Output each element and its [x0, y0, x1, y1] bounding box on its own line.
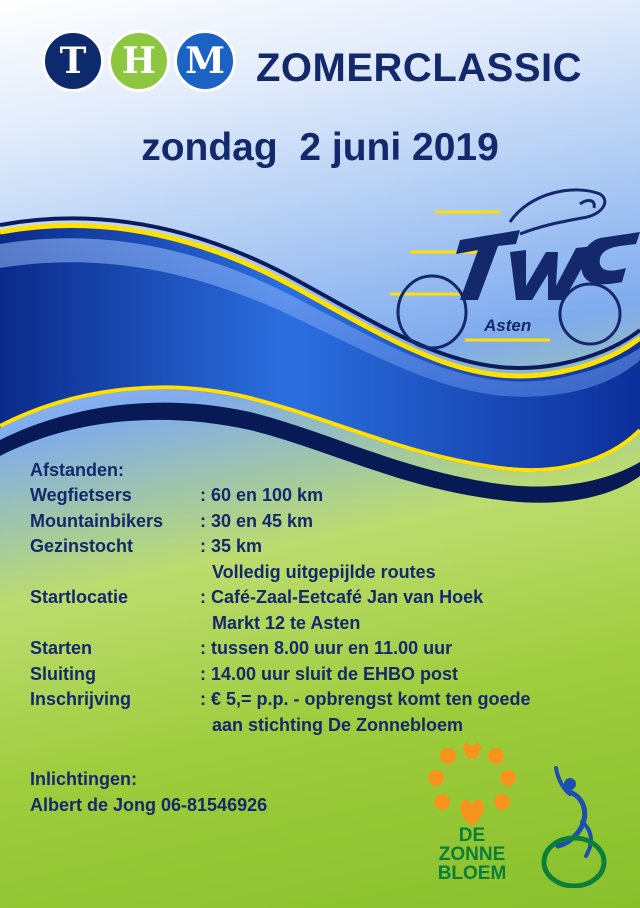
zonnebloem-line-3: BLOEM: [437, 863, 507, 884]
info-row: [30, 636, 453, 662]
zonnebloem-logo-text: [420, 826, 524, 883]
thm-logo-h: [108, 30, 170, 92]
info-label: Mountainbikers: [30, 510, 164, 531]
info-value: : tussen 8.00 uur en 11.00 uur: [200, 638, 453, 658]
info-value: : 30 en 45 km: [200, 510, 314, 531]
event-details: [30, 458, 531, 738]
info-row: [30, 585, 484, 611]
distances-heading: Afstanden:: [30, 460, 124, 480]
thm-letter-m: M: [185, 40, 225, 82]
info-value: Markt 12 te Asten: [212, 612, 361, 633]
info-label: Sluiting: [30, 663, 96, 684]
thm-letter-h: H: [121, 40, 156, 82]
info-row: [30, 534, 263, 560]
thm-letter-t: T: [59, 40, 87, 82]
info-value: Volledig uitgepijlde routes: [212, 561, 436, 582]
info-value: : 14.00 uur sluit de EHBO post: [200, 663, 459, 684]
info-label: Gezinstocht: [30, 536, 134, 556]
info-value: : 35 km: [200, 536, 263, 556]
info-value: : Café-Zaal-Eetcafé Jan van Hoek: [200, 587, 484, 607]
contact-info: [30, 766, 267, 818]
info-row: [30, 662, 459, 688]
zonnebloem-line-1: DE: [458, 825, 486, 846]
club-name: Asten: [484, 316, 532, 335]
info-row: [30, 483, 324, 509]
info-row: [30, 509, 314, 535]
info-label: Starten: [30, 638, 93, 658]
cyclist-icon: [536, 764, 612, 888]
info-value: aan stichting De Zonnebloem: [212, 714, 464, 735]
info-row: [30, 713, 464, 739]
event-title: ZOMERCLASSIC: [256, 46, 582, 90]
contact-person: Albert de Jong 06-81546926: [30, 795, 268, 815]
info-value: : € 5,= p.p. - opbrengst komt ten goede: [200, 689, 531, 709]
zonnebloem-flower-icon: [426, 740, 518, 826]
thm-logo-t: [42, 30, 104, 92]
info-label: Inschrijving: [30, 689, 132, 709]
info-row: [30, 687, 531, 713]
info-label: Startlocatie: [30, 587, 129, 607]
info-value: : 60 en 100 km: [200, 485, 324, 505]
event-date: zondag 2 juni 2019: [141, 126, 499, 169]
info-label: Wegfietsers: [30, 485, 132, 505]
thm-logo-m: [174, 30, 236, 92]
contact-heading: Inlichtingen:: [30, 769, 137, 789]
info-row: [30, 560, 436, 586]
info-row: [30, 611, 361, 637]
zonnebloem-line-2: ZONNE: [438, 844, 506, 865]
